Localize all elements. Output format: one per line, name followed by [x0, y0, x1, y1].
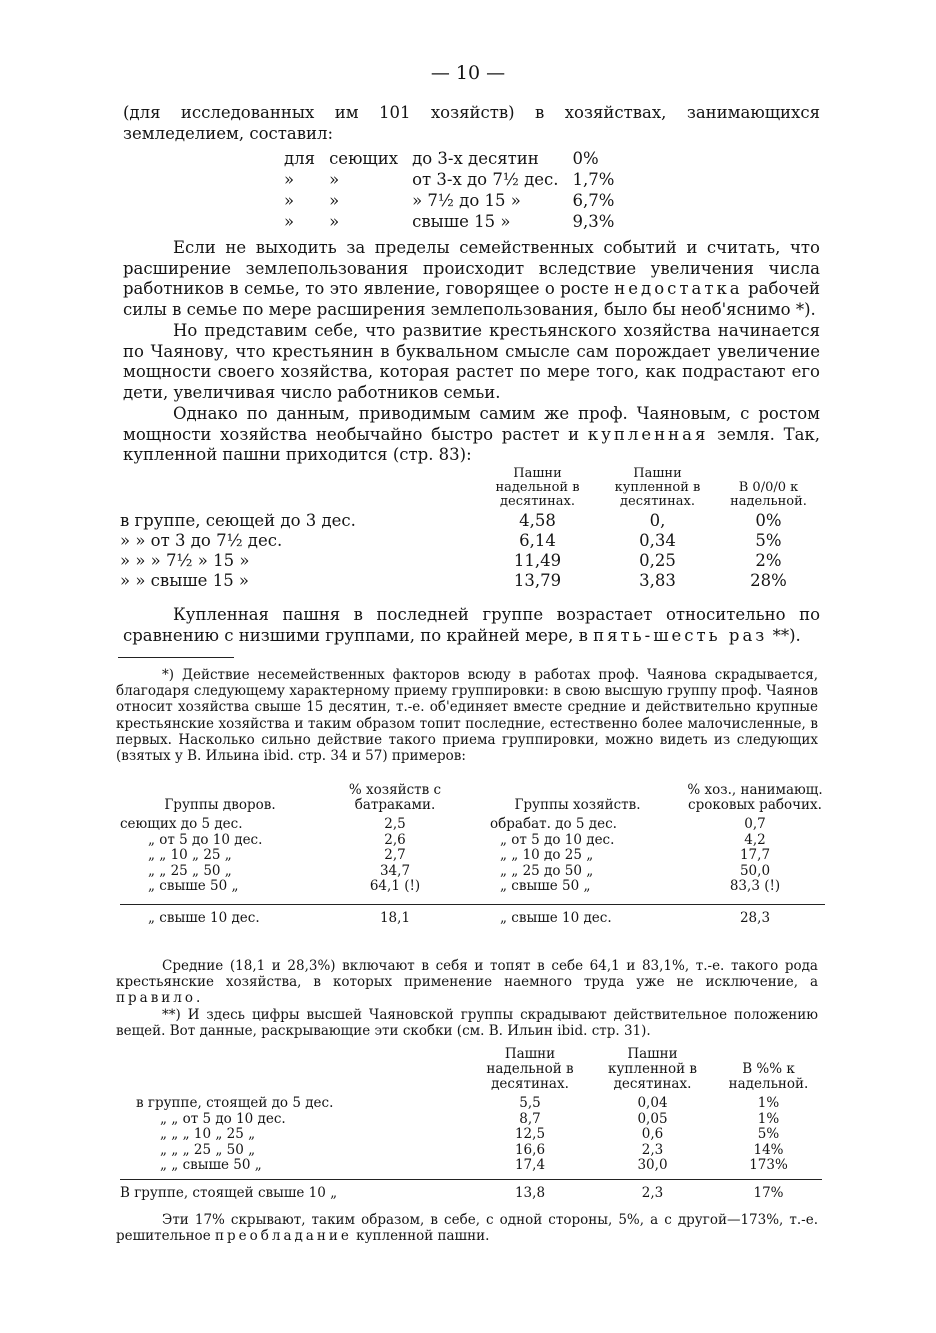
spaced-emphasis: преобладание: [214, 1228, 352, 1245]
table-total-row: В группе, стоящей свыше 10 „ 13,8 2,3 17%: [120, 1185, 784, 1201]
table-row: „ „ от 5 до 10 дес. 8,7 0,05 1%: [160, 1110, 780, 1127]
table-row: » » » 7½ до 15 » 6,7%: [284, 191, 615, 210]
table-total-row: „ свыше 10 дес. 18,1 „ свыше 10 дес. 28,3: [148, 910, 771, 926]
table-row: » » от 3 до 7½ дес. 6,14 0,34 5%: [120, 531, 782, 550]
intro-paragraph: (для исследованных им 101 хозяйств) в хозяйствах, занимающихся земледелием, составил:: [123, 103, 820, 143]
table-row: в группе, стоящей до 5 дес. 5,5 0,04 1%: [136, 1095, 780, 1111]
table-header-row: Группы дворов. % хозяйств с батраками. Группы хозяйств. % хоз., нанимающ. сроковых рабочих.: [164, 782, 823, 813]
purchased-land-table: [120, 466, 822, 591]
table-row: для сеющих до 3-х десятин 0%: [284, 149, 599, 168]
table-row: » » от 3-х до 7½ дес. 1,7%: [284, 170, 615, 189]
purchased-land-detail-table: [120, 1046, 822, 1202]
table-header-row: Пашни надельной в десятинах. Пашни купленной в десятинах. В %% к надельной.: [486, 1046, 809, 1092]
table-row: » » » 7½ » 15 » 11,49 0,25 2%: [120, 551, 782, 570]
footnote-1-conclusion: Средние (18,1 и 28,3%) включают в себя и топят в себе 64,1 и 83,1%, т.-е. такого рода крестьянские хозяйства, в которых применение наемного труда уже не исключение, а правило.: [116, 958, 818, 1007]
spaced-emphasis: купленная: [587, 424, 709, 444]
closing-paragraph: Эти 17% скрывают, таким образом, в себе, с одной стороны, 5%, а с другой—173%, т.-е. решительное преобладание купленной пашни.: [116, 1212, 818, 1245]
table-row: » » свыше 15 » 13,79 3,83 28%: [120, 571, 787, 590]
page-number: — 10 —: [430, 62, 506, 84]
table-row: „ от 5 до 10 дес. 2,6 „ от 5 до 10 дес. 4,2: [148, 831, 766, 848]
table-header-row: Пашни надельной в десятинах. Пашни купленной в десятинах. В 0/0/0 к надельной.: [495, 466, 807, 509]
hired-labor-table: [120, 782, 825, 927]
spaced-emphasis: правило.: [116, 990, 204, 1007]
paragraph-4: Купленная пашня в последней группе возрастает относительно по сравнению с низшими группами, по крайней мере, в пять-шесть раз **).: [123, 605, 820, 645]
spaced-emphasis: пять-шесть раз: [593, 625, 768, 645]
spaced-emphasis: недостатка: [614, 279, 743, 298]
table-row: „ „ 10 „ 25 „ 2,7 „ „ 10 до 25 „ 17,7: [148, 847, 771, 863]
table-row: „ „ „ 25 „ 50 „ 16,6 2,3 14%: [160, 1141, 784, 1158]
paragraph-1: Если не выходить за пределы семейственных событий и считать, что расширение землепользования происходит вследствие увеличения числа работников в семье, то это явление, говорящее о росте недостатка рабочей силы в семье по мере расширения землепользования, было бы необ'яснимо *).: [123, 238, 821, 319]
paragraph-2: Но представим себе, что развитие крестьянского хозяйства начинается по Чаянову, что крестьянин в буквальном смысле сам порождает увеличение мощности своего хозяйства, которая растет по мере того, как подрастают его дети, увеличивая число работников семьи.: [123, 321, 820, 402]
table-row: „ „ свыше 50 „ 17,4 30,0 173%: [160, 1157, 788, 1173]
footnote-separator: [118, 657, 234, 658]
table-row: » » свыше 15 » 9,3%: [284, 212, 615, 231]
table-row: „ „ 25 „ 50 „ 34,7 „ „ 25 до 50 „ 50,0: [148, 862, 771, 879]
footnote-2: **) И здесь цифры высшей Чаяновской группы скрадывают действительное положению вещей. Вот данные, раскрывающие эти скобки (см. В. Ильин ibid. стр. 31).: [116, 1007, 818, 1040]
table-row: „ свыше 50 „ 64,1 (!) „ свыше 50 „ 83,3 (!): [148, 878, 781, 894]
table-row: „ „ „ 10 „ 25 „ 12,5 0,6 5%: [160, 1126, 780, 1142]
paragraph-3: Однако по данным, приводимым самим же проф. Чаяновым, с ростом мощности хозяйства необычайно быстро растет и купленная земля. Так, купленной пашни приходится (стр. 83):: [123, 404, 821, 464]
table-row: в группе, сеющей до 3 дес. 4,58 0, 0%: [120, 511, 782, 530]
sown-area-table: [284, 148, 628, 232]
table-row: сеющих до 5 дес. 2,5 обрабат. до 5 дес. 0,7: [120, 816, 766, 832]
footnote-1: *) Действие несемейственных факторов всюду в работах проф. Чаянова скрадывается, благодаря следующему характерному приему группировки: в свою высшую группу проф. Чаянов относит хозяйства свыше 15 десятин, т.-е. об'единяет вместе средние и действительно крупные крестьянские хозяйства и таким образом топит последние, естественно более малочисленные, в первых. Насколько сильно действие такого приема группировки, можно видеть из следующих (взятых у В. Ильина ibid. стр. 34 и 57) примеров:: [116, 667, 818, 765]
